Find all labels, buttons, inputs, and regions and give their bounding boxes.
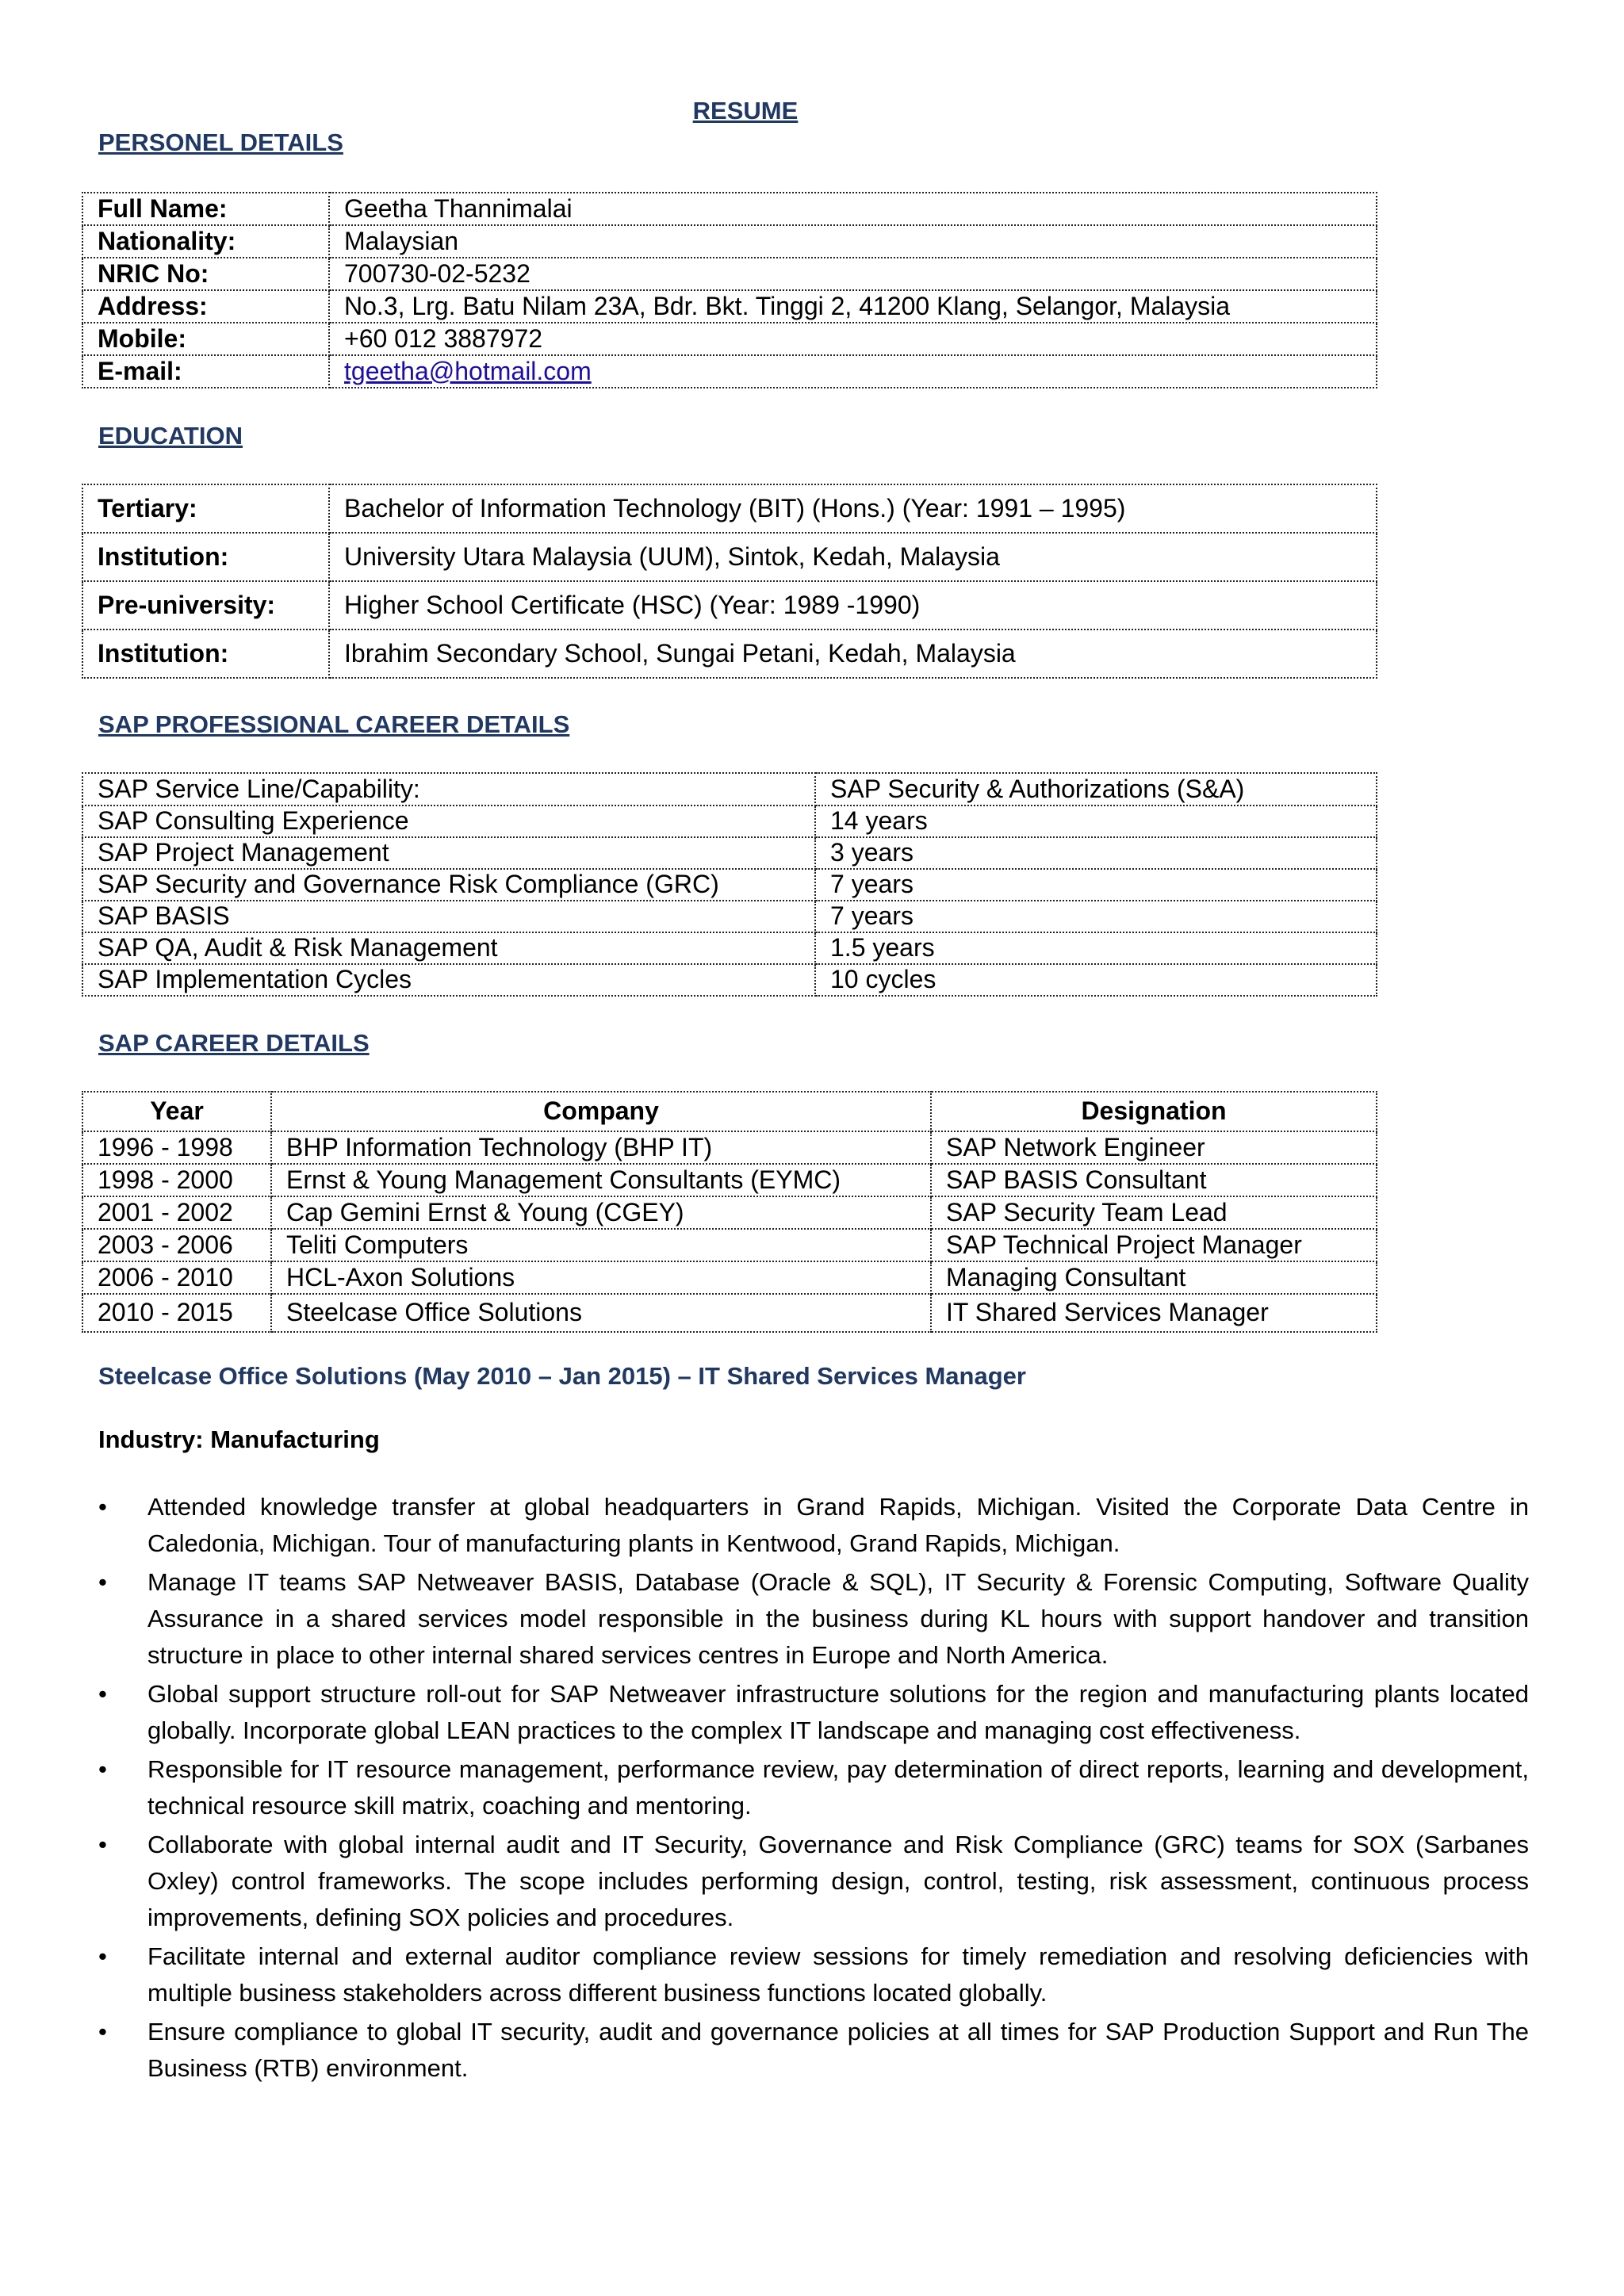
sap-professional-table — [82, 772, 1377, 997]
duty-text: Global support structure roll-out for SAP Netweaver infrastructure solutions for the region and manufacturing plants located globally. Incorporate global LEAN practices to the complex IT landscape and managing cost effectiveness. — [147, 1680, 1529, 1744]
list-item — [98, 1938, 1529, 2011]
designation-cell: Managing Consultant — [931, 1261, 1377, 1294]
table-row — [82, 1294, 1377, 1332]
table-row — [82, 323, 1377, 355]
skill-value: 10 cycles — [815, 964, 1377, 996]
table-row — [82, 355, 1377, 388]
list-item — [98, 1827, 1529, 1936]
table-row — [82, 533, 1377, 581]
year-cell: 2003 - 2006 — [82, 1229, 271, 1261]
skill-value: 3 years — [815, 837, 1377, 869]
duty-text: Manage IT teams SAP Netweaver BASIS, Database (Oracle & SQL), IT Security & Forensic Computing, Software Quality Assurance in a shared services model responsible in the business during KL hours with support handover and transition structure in place to other internal shared services centres in Europe and North America. — [147, 1568, 1529, 1669]
field-label: Institution: — [82, 533, 329, 581]
field-label: Pre-university: — [82, 581, 329, 629]
skill-value: 7 years — [815, 869, 1377, 901]
duty-text: Collaborate with global internal audit and IT Security, Governance and Risk Compliance (GRC) teams for SOX (Sarbanes Oxley) control frameworks. The scope includes performing design, control, testing, risk assessment, continuous process improvements, defining SOX policies and procedures. — [147, 1831, 1529, 1931]
table-row — [82, 258, 1377, 290]
table-header-row — [82, 1092, 1377, 1131]
field-value: Bachelor of Information Technology (BIT) (Hons.) (Year: 1991 – 1995) — [329, 484, 1377, 533]
table-row — [82, 1229, 1377, 1261]
duty-text: Attended knowledge transfer at global headquarters in Grand Rapids, Michigan. Visited the Corporate Data Centre in Caledonia, Michigan. Tour of manufacturing plants in Kentwood, Grand Rapids, Michigan. — [147, 1493, 1529, 1557]
year-cell: 2001 - 2002 — [82, 1196, 271, 1229]
company-cell: Cap Gemini Ernst & Young (CGEY) — [271, 1196, 931, 1229]
table-row — [82, 1261, 1377, 1294]
list-item — [98, 1489, 1529, 1562]
designation-cell: IT Shared Services Manager — [931, 1294, 1377, 1332]
table-row — [82, 806, 1377, 837]
company-cell: Steelcase Office Solutions — [271, 1294, 931, 1332]
year-cell: 2010 - 2015 — [82, 1294, 271, 1332]
bullet-icon: • — [98, 1493, 107, 1521]
sap-career-table — [82, 1091, 1377, 1333]
field-value: +60 012 3887972 — [329, 323, 1377, 355]
personal-details-table — [82, 192, 1377, 388]
email-link[interactable]: tgeetha@hotmail.com — [344, 356, 592, 385]
education-table — [82, 484, 1377, 679]
duty-text: Facilitate internal and external auditor compliance review sessions for timely remediation and resolving deficiencies with multiple business stakeholders across different business functions located globally. — [147, 1942, 1529, 2007]
bullet-icon: • — [98, 2018, 107, 2045]
designation-cell: SAP Security Team Lead — [931, 1196, 1377, 1229]
table-row — [82, 1196, 1377, 1229]
table-row — [82, 1164, 1377, 1196]
skill-label: SAP QA, Audit & Risk Management — [82, 932, 815, 964]
table-row — [82, 932, 1377, 964]
bullet-icon: • — [98, 1942, 107, 1970]
table-row — [82, 629, 1377, 678]
designation-cell: SAP BASIS Consultant — [931, 1164, 1377, 1196]
table-row — [82, 964, 1377, 996]
personal-details-heading: PERSONEL DETAILS — [98, 128, 343, 156]
list-item — [98, 2014, 1529, 2087]
skill-value: 1.5 years — [815, 932, 1377, 964]
duties-list — [98, 1489, 1529, 2089]
company-cell: Ernst & Young Management Consultants (EYMC) — [271, 1164, 931, 1196]
duty-text: Responsible for IT resource management, performance review, pay determination of direct reports, learning and development, technical resource skill matrix, coaching and mentoring. — [147, 1755, 1529, 1820]
company-cell: HCL-Axon Solutions — [271, 1261, 931, 1294]
skill-value: 14 years — [815, 806, 1377, 837]
sap-career-heading: SAP CAREER DETAILS — [98, 1029, 370, 1057]
field-value: Ibrahim Secondary School, Sungai Petani, Kedah, Malaysia — [329, 629, 1377, 678]
skill-value: SAP Security & Authorizations (S&A) — [815, 773, 1377, 806]
table-row — [82, 869, 1377, 901]
table-row — [82, 773, 1377, 806]
company-cell: BHP Information Technology (BHP IT) — [271, 1131, 931, 1164]
field-label: Institution: — [82, 629, 329, 678]
field-label: E-mail: — [82, 355, 329, 388]
skill-label: SAP Service Line/Capability: — [82, 773, 815, 806]
skill-label: SAP Project Management — [82, 837, 815, 869]
field-label: Full Name: — [82, 193, 329, 225]
skill-label: SAP Consulting Experience — [82, 806, 815, 837]
column-header-company: Company — [271, 1092, 931, 1131]
table-row — [82, 225, 1377, 258]
list-item — [98, 1676, 1529, 1749]
skill-label: SAP Security and Governance Risk Compliance (GRC) — [82, 869, 815, 901]
field-value: 700730-02-5232 — [329, 258, 1377, 290]
bullet-icon: • — [98, 1755, 107, 1783]
year-cell: 2006 - 2010 — [82, 1261, 271, 1294]
duty-text: Ensure compliance to global IT security, audit and governance policies at all times for SAP Production Support and Run The Business (RTB) environment. — [147, 2018, 1529, 2082]
sap-professional-heading: SAP PROFESSIONAL CAREER DETAILS — [98, 710, 570, 738]
bullet-icon: • — [98, 1568, 107, 1596]
bullet-icon: • — [98, 1831, 107, 1858]
document-title: RESUME — [692, 97, 799, 124]
year-cell: 1998 - 2000 — [82, 1164, 271, 1196]
field-label: Tertiary: — [82, 484, 329, 533]
field-label: NRIC No: — [82, 258, 329, 290]
skill-value: 7 years — [815, 901, 1377, 932]
bullet-icon: • — [98, 1680, 107, 1708]
role-heading: Steelcase Office Solutions (May 2010 – Jan 2015) – IT Shared Services Manager — [98, 1362, 1026, 1390]
table-row — [82, 581, 1377, 629]
company-cell: Teliti Computers — [271, 1229, 931, 1261]
table-row — [82, 290, 1377, 323]
education-heading: EDUCATION — [98, 422, 243, 450]
year-cell: 1996 - 1998 — [82, 1131, 271, 1164]
designation-cell: SAP Network Engineer — [931, 1131, 1377, 1164]
field-value: University Utara Malaysia (UUM), Sintok, Kedah, Malaysia — [329, 533, 1377, 581]
table-row — [82, 1131, 1377, 1164]
table-row — [82, 901, 1377, 932]
list-item — [98, 1751, 1529, 1824]
table-row — [82, 484, 1377, 533]
table-row — [82, 837, 1377, 869]
column-header-designation: Designation — [931, 1092, 1377, 1131]
email-cell — [329, 355, 1377, 388]
field-label: Address: — [82, 290, 329, 323]
field-value: No.3, Lrg. Batu Nilam 23A, Bdr. Bkt. Tinggi 2, 41200 Klang, Selangor, Malaysia — [329, 290, 1377, 323]
field-label: Nationality: — [82, 225, 329, 258]
designation-cell: SAP Technical Project Manager — [931, 1229, 1377, 1261]
field-value: Malaysian — [329, 225, 1377, 258]
table-row — [82, 193, 1377, 225]
skill-label: SAP Implementation Cycles — [82, 964, 815, 996]
skill-label: SAP BASIS — [82, 901, 815, 932]
field-value: Geetha Thannimalai — [329, 193, 1377, 225]
industry-label: Industry: Manufacturing — [98, 1425, 380, 1453]
field-label: Mobile: — [82, 323, 329, 355]
list-item — [98, 1564, 1529, 1674]
column-header-year: Year — [82, 1092, 271, 1131]
field-value: Higher School Certificate (HSC) (Year: 1989 -1990) — [329, 581, 1377, 629]
